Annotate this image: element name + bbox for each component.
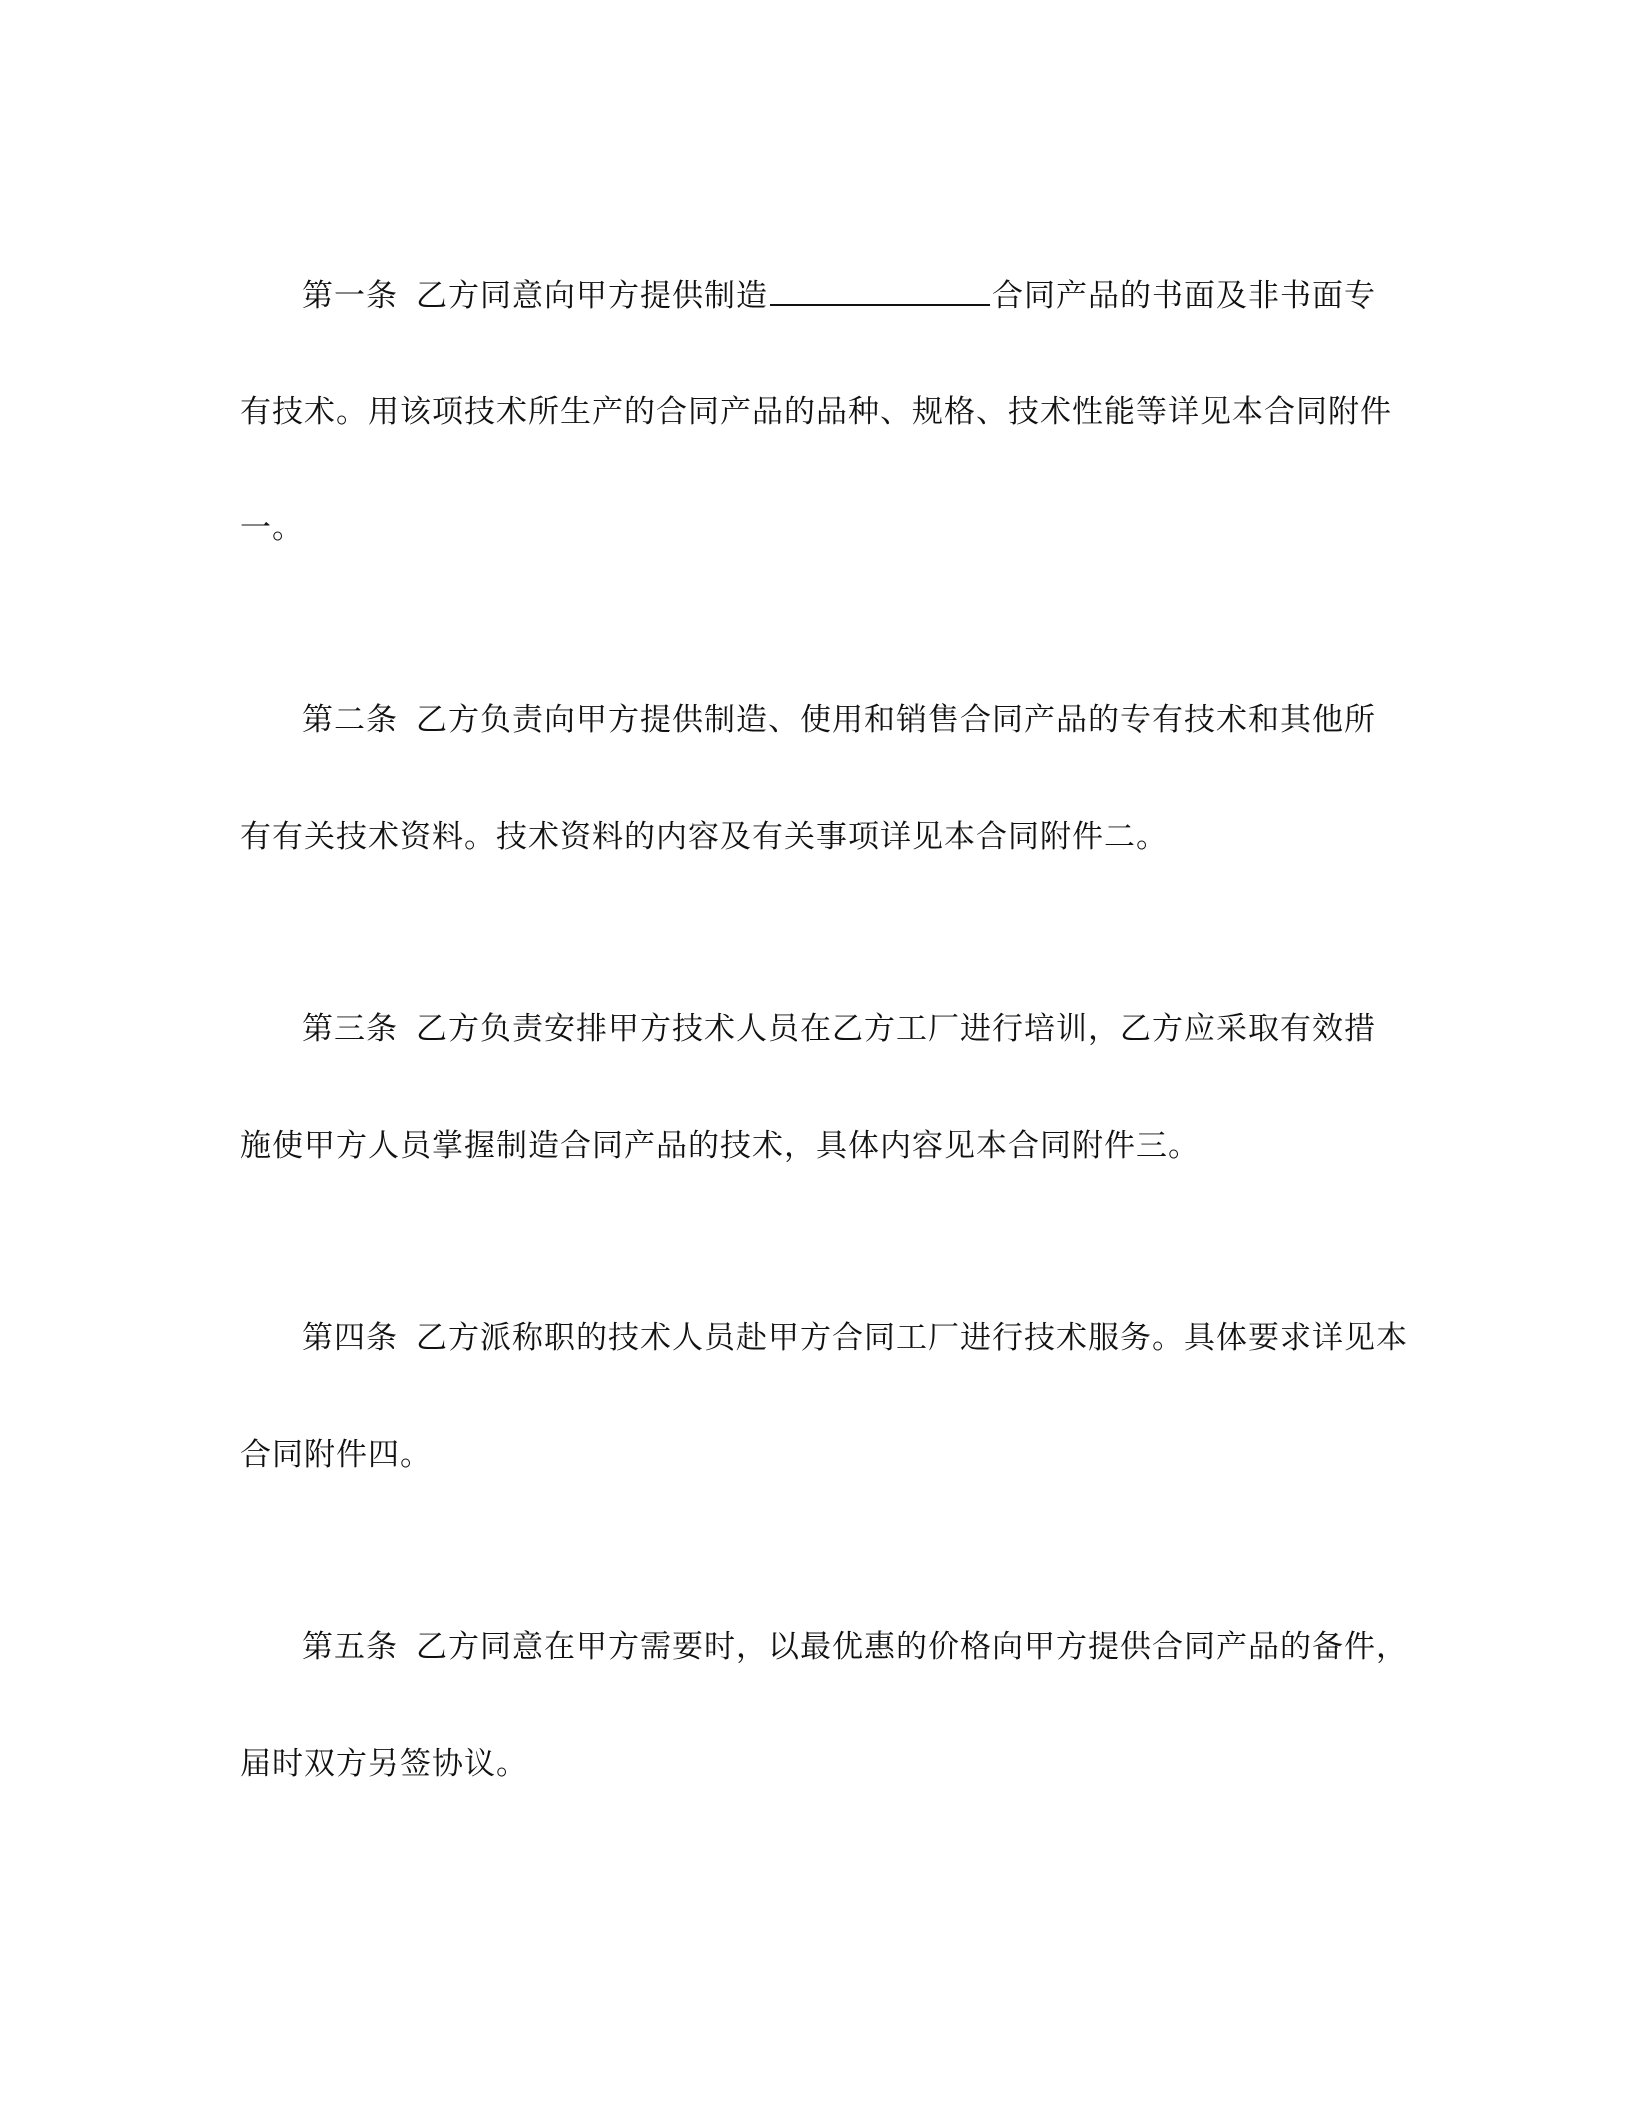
article-1-text-after-blank: 合同产品的书面及非书面专 (992, 278, 1376, 314)
article-1-line-1 (302, 276, 1376, 316)
article-5-line-1 (302, 1627, 1408, 1667)
article-1-line-2: 有技术。用该项技术所生产的合同产品的品种、规格、技术性能等详见本合同附件 (240, 394, 1392, 430)
article-5-line-2: 届时双方另签协议。 (240, 1746, 528, 1782)
article-5-text: 乙方同意在甲方需要时，以最优惠的价格向甲方提供合同产品的备件， (416, 1629, 1408, 1665)
fill-in-blank-product[interactable] (770, 276, 990, 306)
article-3-line-2: 施使甲方人员掌握制造合同产品的技术，具体内容见本合同附件三。 (240, 1128, 1200, 1164)
article-5-label: 第五条 (302, 1629, 398, 1665)
article-1-label: 第一条 (302, 278, 398, 314)
article-2-line-1 (302, 700, 1376, 740)
article-1-text-before-blank: 乙方同意向甲方提供制造 (416, 278, 768, 314)
article-4-label: 第四条 (302, 1320, 398, 1356)
article-4-line-1 (302, 1318, 1408, 1358)
article-3-label: 第三条 (302, 1011, 398, 1047)
article-3-text: 乙方负责安排甲方技术人员在乙方工厂进行培训，乙方应采取有效措 (416, 1011, 1376, 1047)
article-2-label: 第二条 (302, 702, 398, 738)
article-3-line-1 (302, 1009, 1376, 1049)
article-2-line-2: 有有关技术资料。技术资料的内容及有关事项详见本合同附件二。 (240, 819, 1168, 855)
article-1-line-3: 一。 (240, 510, 304, 546)
article-2-text: 乙方负责向甲方提供制造、使用和销售合同产品的专有技术和其他所 (416, 702, 1376, 738)
article-4-line-2: 合同附件四。 (240, 1437, 432, 1473)
article-4-text: 乙方派称职的技术人员赴甲方合同工厂进行技术服务。具体要求详见本 (416, 1320, 1408, 1356)
